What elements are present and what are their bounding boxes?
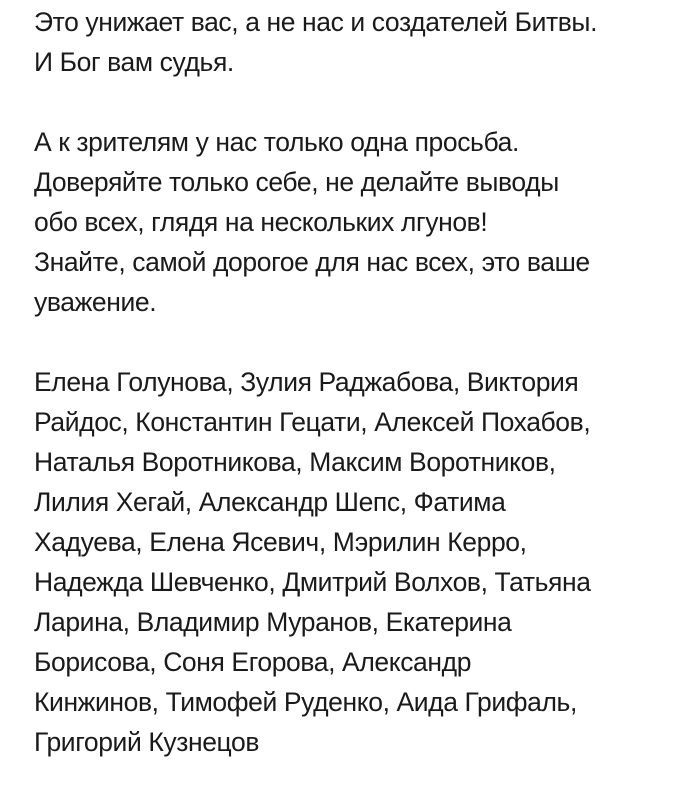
paragraph-signatories	[34, 362, 684, 762]
text-line: А к зрителям у нас только одна просьба.	[34, 127, 519, 157]
paragraph-spacer	[34, 82, 684, 122]
text-line: Наталья Воротникова, Максим Воротников,	[34, 447, 556, 477]
text-line: уважение.	[34, 287, 157, 317]
text-line: И Бог вам судья.	[34, 47, 234, 77]
document-body	[34, 2, 684, 762]
paragraph-spacer	[34, 322, 684, 362]
text-line: Это унижает вас, а не нас и создателей Битвы.	[34, 7, 598, 37]
text-line: Хадуева, Елена Ясевич, Мэрилин Керро,	[34, 527, 527, 557]
text-line: Знайте, самой дорогое для нас всех, это ваше	[34, 247, 590, 277]
text-line: обо всех, глядя на нескольких лгунов!	[34, 207, 488, 237]
text-line: Кинжинов, Тимофей Руденко, Аида Грифаль,	[34, 687, 577, 717]
paragraph-request-to-viewers	[34, 122, 684, 322]
text-line: Ларина, Владимир Муранов, Екатерина	[34, 607, 512, 637]
paragraph-closing-remark	[34, 2, 684, 82]
text-line: Лилия Хегай, Александр Шепс, Фатима	[34, 487, 506, 517]
text-line: Григорий Кузнецов	[34, 727, 260, 757]
text-line: Елена Голунова, Зулия Раджабова, Виктория	[34, 367, 579, 397]
text-line: Райдос, Константин Гецати, Алексей Похабов,	[34, 407, 591, 437]
text-line: Надежда Шевченко, Дмитрий Волхов, Татьяна	[34, 567, 591, 597]
text-line: Борисова, Соня Егорова, Александр	[34, 647, 472, 677]
text-line: Доверяйте только себе, не делайте выводы	[34, 167, 559, 197]
